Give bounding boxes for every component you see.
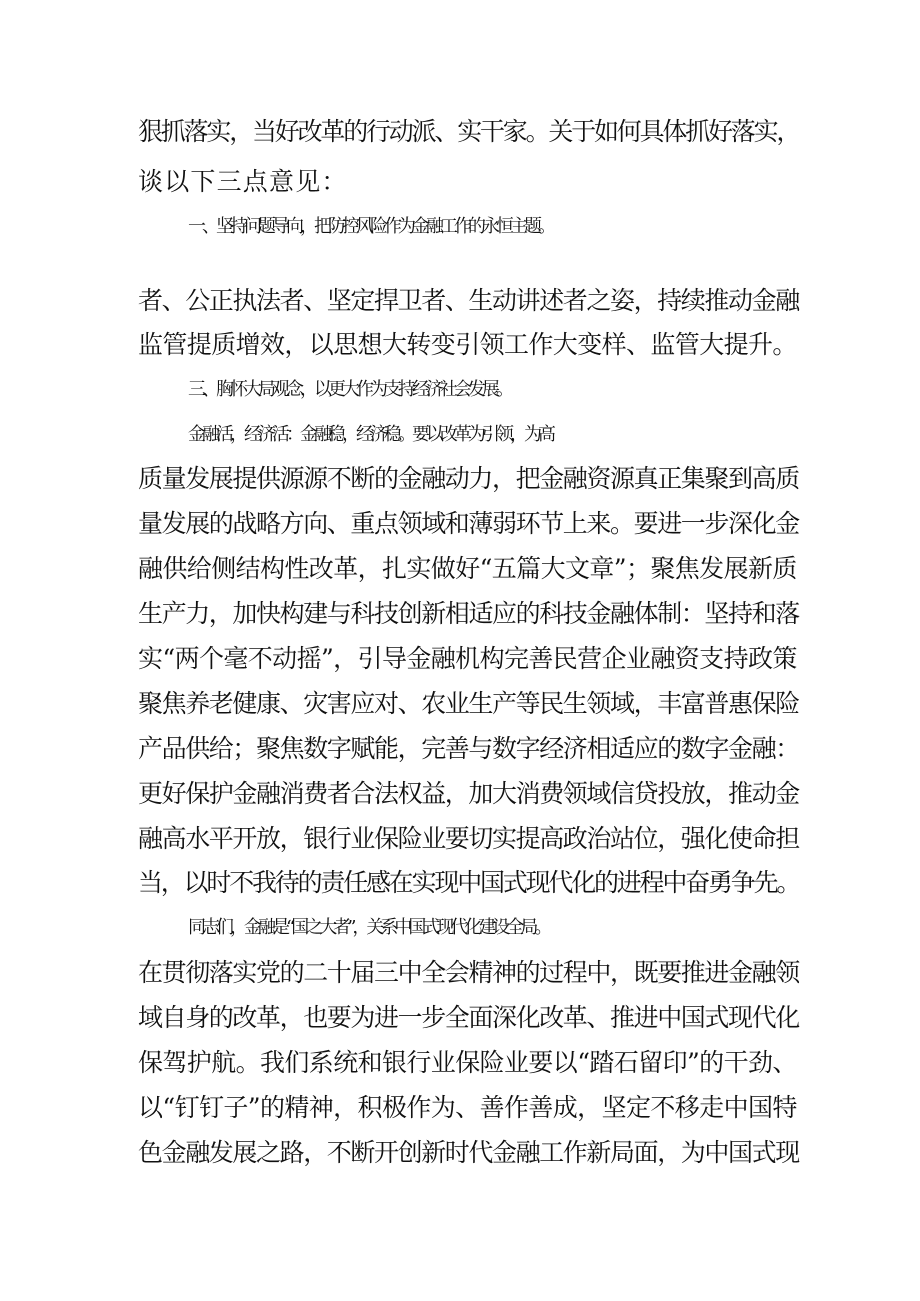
text-line: 色金融发展之路，不断开创新时代金融工作新局面，为中国式现 <box>138 1138 799 1167</box>
text-line: 更好保护金融消费者合法权益，加大消费领域信贷投放，推动金 <box>138 779 799 808</box>
text-line: 聚焦养老健康、灾害应对、农业生产等民生领域，丰富普惠保险 <box>138 689 799 718</box>
text-line: 以“钉钉子”的精神，积极作为、善作善成，坚定不移走中国特 <box>138 1093 797 1122</box>
text-line: 保驾护航。我们系统和银行业保险业要以“踏石留印”的干劲、 <box>138 1048 797 1077</box>
text-line: 量发展的战略方向、重点领域和薄弱环节上来。要进一步深化金 <box>138 509 799 538</box>
text-line: 当，以时不我待的责任感在实现中国式现代化的进程中奋勇争先。 <box>138 868 800 897</box>
text-line: 融供给侧结构性改革，扎实做好“五篇大文章”；聚焦发展新质 <box>138 554 797 583</box>
text-line: 质量发展提供源源不断的金融动力，把金融资源真正集聚到高质 <box>138 464 799 493</box>
text-line: 生产力，加快构建与科技创新相适应的科技金融体制：坚持和落 <box>138 599 799 628</box>
text-line: 产品供给；聚焦数字赋能，完善与数字经济相适应的数字金融： <box>138 734 799 763</box>
text-line: 融高水平开放，银行业保险业要切实提高政治站位，强化使命担 <box>138 824 799 853</box>
text-line: 在贯彻落实党的二十届三中全会精神的过程中，既要推进金融领 <box>138 958 799 987</box>
text-line: 者、公正执法者、坚定捍卫者、生动讲述者之姿，持续推动金融 <box>138 286 799 315</box>
text-line: 实“两个毫不动摇”，引导金融机构完善民营企业融资支持政策 <box>138 644 797 673</box>
paragraph-start: 金融活，经济活：金融稳，经济稳。要以改革为引领，为高 <box>188 424 552 445</box>
paragraph-start: 同志们，金融是“国之大者”，关系中国式现代化建设全局。 <box>188 917 549 938</box>
text-line: 狠抓落实，当好改革的行动派、实干家。关于如何具体抓好落实， <box>138 117 800 146</box>
text-line: 监管提质增效，以思想大转变引领工作大变样、监管大提升。 <box>138 330 797 359</box>
section-heading-3: 三、胸怀大局观念，以更大作为支持经济社会发展。 <box>188 379 510 400</box>
section-heading-1: 一、坚持问题导向，把防控风险作为金融工作的永恒主题。 <box>188 216 552 237</box>
text-line: 谈以下三点意见： <box>138 167 348 196</box>
text-line: 域自身的改革，也要为进一步全面深化改革、推进中国式现代化 <box>138 1003 799 1032</box>
